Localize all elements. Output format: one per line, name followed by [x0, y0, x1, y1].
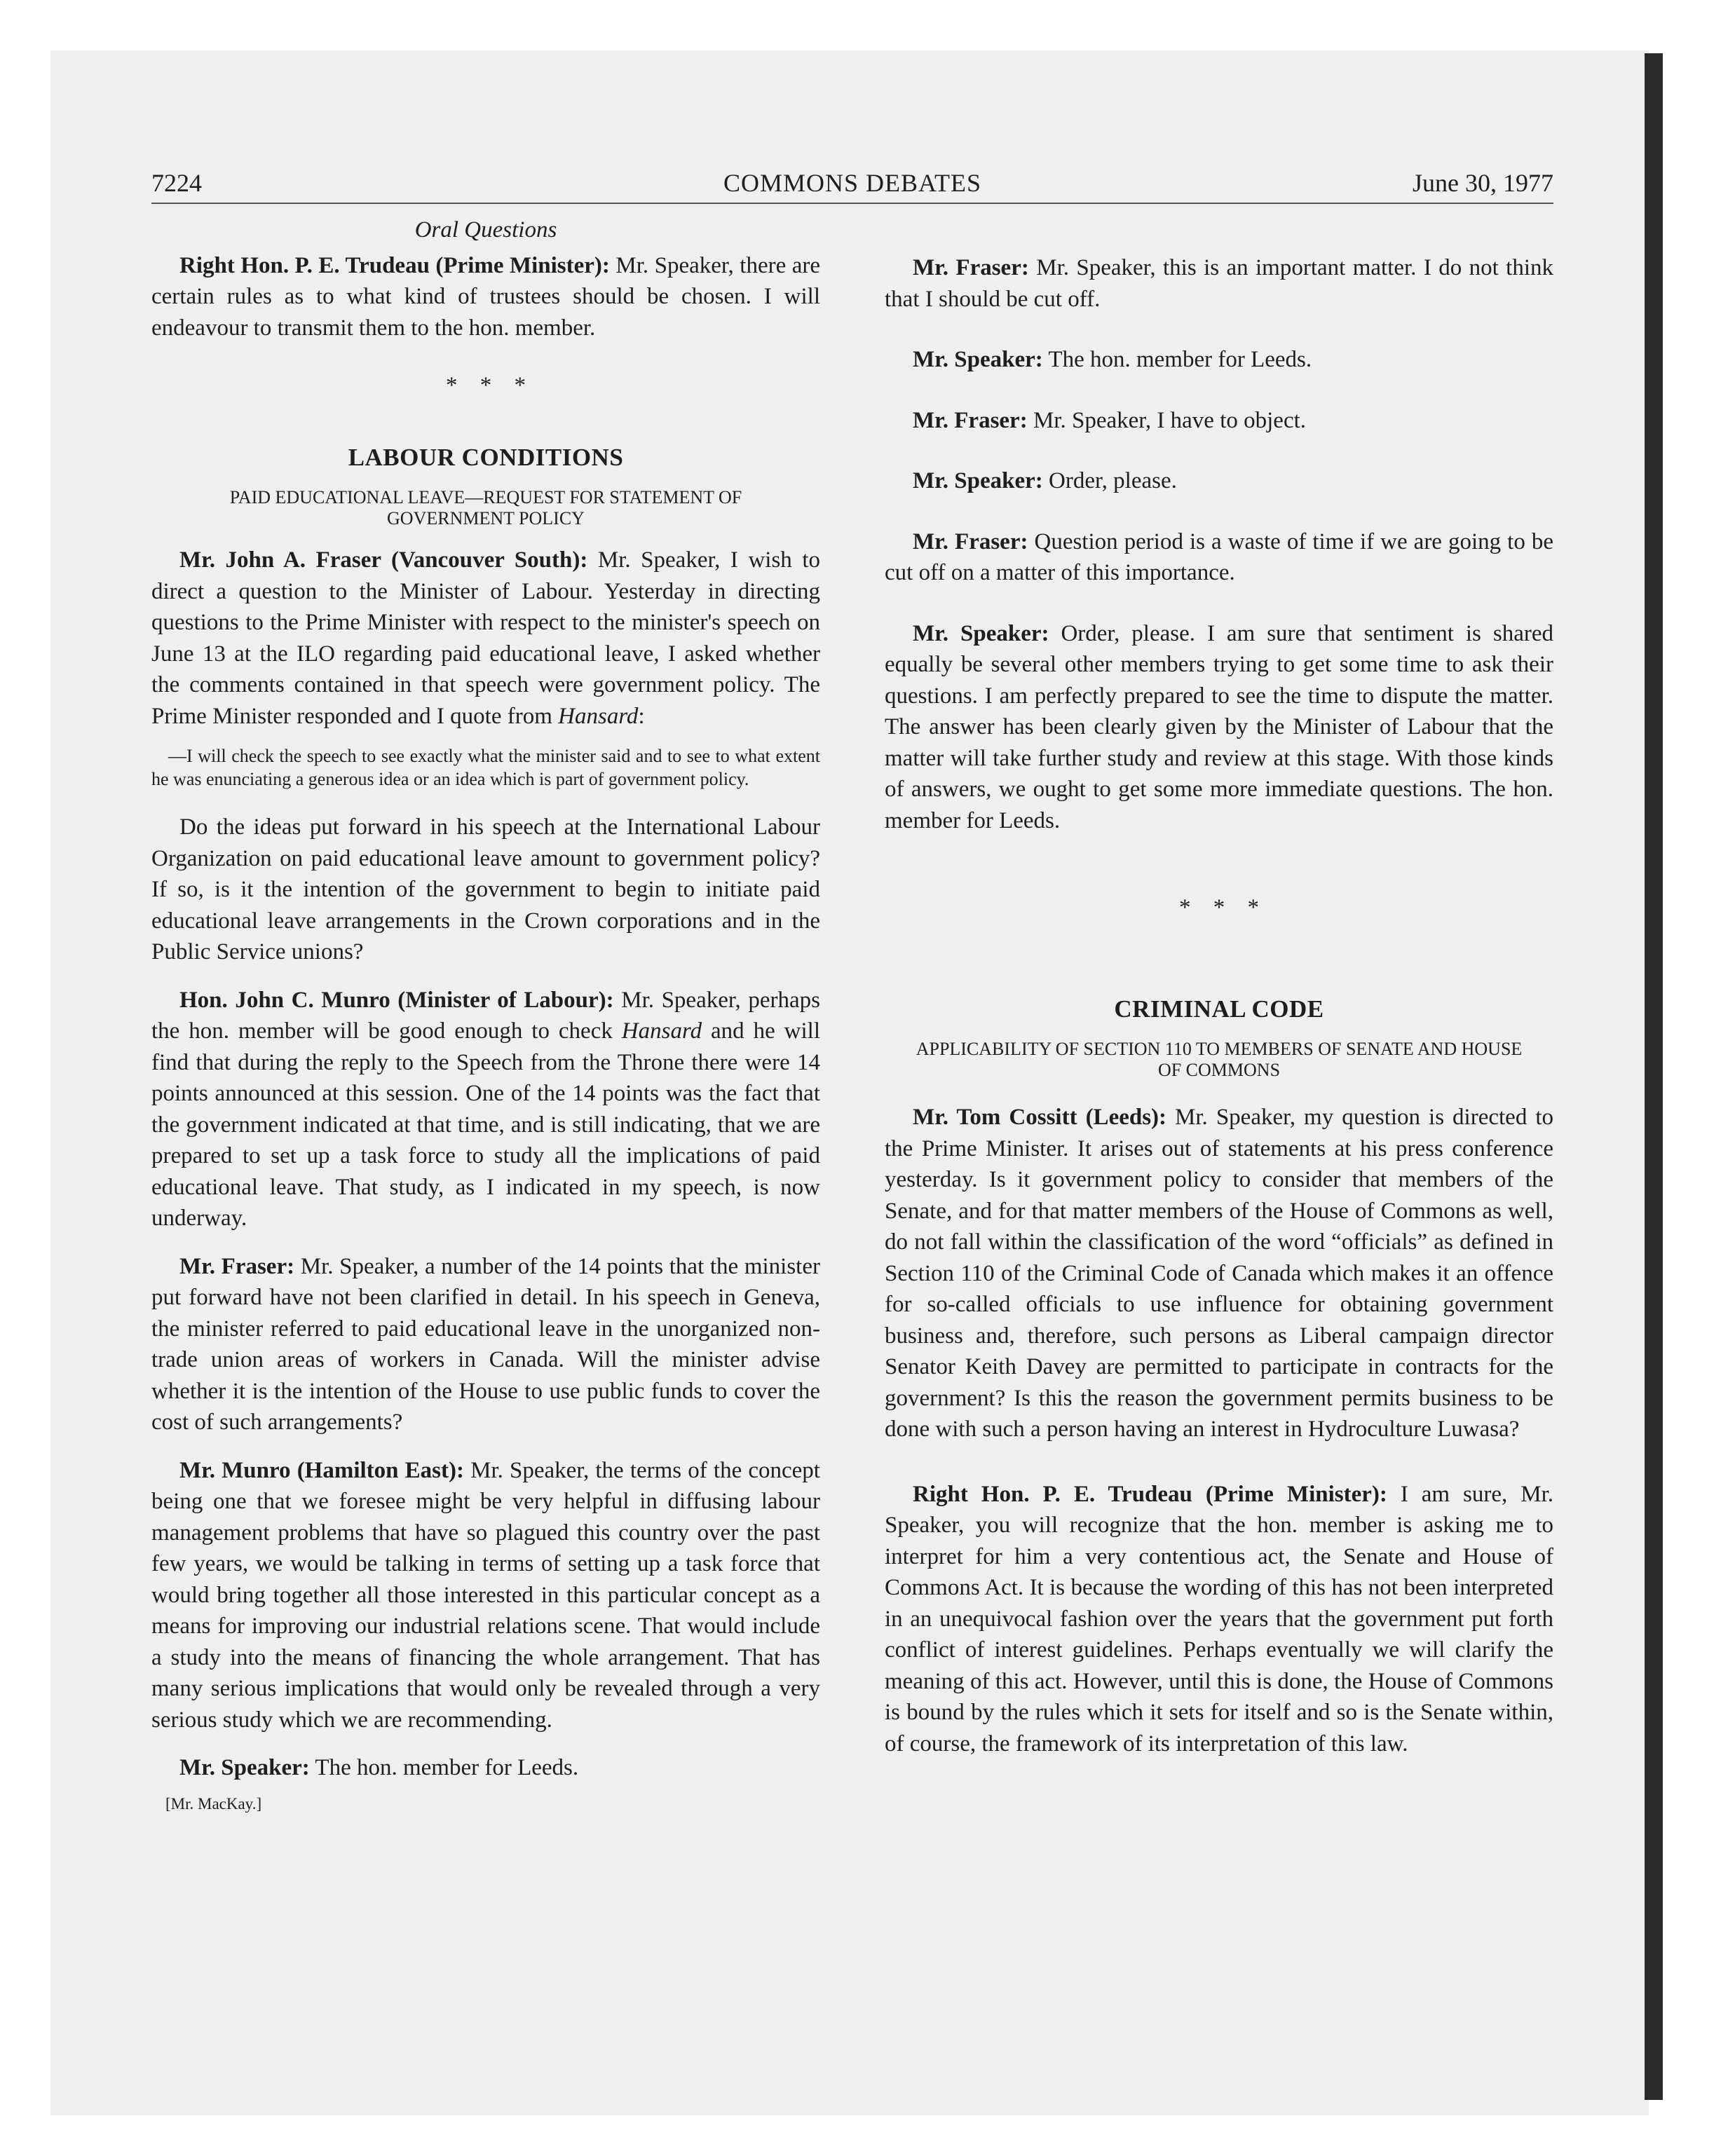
speaker-name: Mr. Speaker:: [913, 468, 1043, 493]
speech-text: Mr. Speaker, the terms of the concept being one that we foresee might be very helpful in diffusing labour management problems that have so plagued this country over the past few years, we would be talking in terms of setting up a task force that would bring together all those interested in this particular concept as a means for improving our industrial relations scene. That would include a study into the means of financing the whole arrangement. That has many serious implications that would only be revealed through a very serious study which we are recommending.: [151, 1457, 820, 1733]
speaker-name: Mr. Fraser:: [913, 255, 1029, 280]
paragraph: Do the ideas put forward in his speech at the International Labour Organization on paid educational leave amount to government policy? If so, is it the intention of the government to begin to initiate paid educational leave arrangements in the Crown corporations and in the Public Service unions?: [151, 814, 820, 964]
speaker-name: Mr. Munro (Hamilton East):: [179, 1457, 464, 1483]
speech-text: Mr. Speaker, a number of the 14 points that the minister put forward have not been clarified in detail. In his speech in Geneva, the minister referred to paid educational leave in the unorganized non-trade union areas of workers in Canada. Will the minister advise whether it is the intention of the House to use public funds to cover the cost of such arrangements?: [151, 1253, 820, 1435]
speech-text: Mr. Speaker, there are certain rules as to what kind of trustees should be chosen. I will endeavour to transmit them to the hon. member.: [151, 252, 820, 341]
speaker-name: Mr. Fraser:: [179, 1253, 295, 1279]
section-heading: CRIMINAL CODE: [1114, 995, 1324, 1023]
block-quote: —I will check the speech to see exactly what the minister said and to see to what extent he was enunciating a generous idea or an idea which is part of government policy.: [151, 746, 820, 789]
speech-text: Order, please. I am sure that sentiment is shared equally be several other members trying to get some time to ask their questions. I am perfectly prepared to see the time to dispute the matter. The answer has been clearly given by the Minister of Labour that the matter will take further study and review at this stage. With those kinds of answers, we ought to get some more immediate questions. The hon. member for Leeds.: [885, 620, 1553, 833]
speaker-name: Mr. Speaker:: [913, 347, 1043, 372]
paragraph: [151, 545, 820, 732]
speech-text-end: :: [638, 703, 645, 729]
speech-text: Mr. Speaker, perhaps the hon. member will be good enough to check: [151, 987, 820, 1044]
speaker-name: Mr. Speaker:: [179, 1755, 310, 1780]
paragraph: [885, 465, 1553, 497]
speech-text: The hon. member for Leeds.: [309, 1755, 579, 1780]
page-header: [151, 165, 1553, 200]
scan-edge-bar: [1645, 53, 1663, 2100]
speech-text: Mr. Speaker, I have to object.: [1027, 407, 1307, 433]
page-number: 7224: [151, 169, 202, 197]
paragraph: [885, 405, 1553, 437]
section-heading: LABOUR CONDITIONS: [348, 443, 624, 471]
speaker-name: Mr. Fraser:: [913, 528, 1028, 554]
speech-text: Mr. Speaker, I wish to direct a question to the Minister of Labour. Yesterday in directing questions to the Prime Minister with respect to the minister's speech on June 13 at the ILO regarding paid educational leave, I asked whether the comments contained in that speech were government policy. The Prime Minister responded and I quote from: [151, 547, 820, 729]
issue-date: June 30, 1977: [1413, 169, 1553, 197]
paragraph: [885, 1102, 1553, 1445]
paragraph: [151, 1455, 820, 1736]
section-separator: * * *: [446, 373, 526, 398]
speech-text: The hon. member for Leeds.: [1042, 347, 1312, 372]
paragraph: [151, 985, 820, 1234]
paragraph: [885, 618, 1553, 837]
speech-text: and he will find that during the reply to the Speech from the Throne there were 14 points announced at this session. One of the 14 points was the fact that the government indicated at that time, and is still indicating, that we are prepared to set up a task force to study all the implications of paid educational leave. That study, as I indicated in my speech, is now underway.: [151, 1018, 820, 1231]
speaker-name: Right Hon. P. E. Trudeau (Prime Minister):: [913, 1481, 1387, 1507]
speech-text: I am sure, Mr. Speaker, you will recognize that the hon. member is asking me to interpret for him a very contentious act, the Senate and House of Commons Act. It is because the wording of this has not been interpreted in an unequivocal fashion over the years that the government put forth conflict of interest guidelines. Perhaps eventually we will clarify the meaning of this act. However, until this is done, the House of Commons is bound by the rules which it sets for itself and so is the Senate within, of course, the framework of its interpretation of this law.: [885, 1481, 1553, 1756]
right-column: [885, 252, 1553, 1759]
paragraph: [151, 250, 820, 344]
paragraph: [885, 252, 1553, 315]
speaker-name: Mr. Fraser:: [913, 407, 1028, 433]
speaker-name: Mr. Speaker:: [913, 620, 1049, 646]
speech-text: Order, please.: [1042, 468, 1177, 493]
paragraph: [885, 526, 1553, 589]
speech-text: Question period is a waste of time if we are going to be cut off on a matter of this importance.: [885, 528, 1553, 585]
left-column: [151, 214, 820, 1815]
section-subheading: APPLICABILITY OF SECTION 110 TO MEMBERS OF SENATE AND HOUSE OF COMMONS: [916, 1039, 1523, 1080]
speaker-name: Right Hon. P. E. Trudeau (Prime Minister):: [179, 252, 610, 278]
speaker-name: Hon. John C. Munro (Minister of Labour):: [179, 987, 614, 1013]
header-rule: [151, 203, 1553, 204]
running-head: Oral Questions: [414, 217, 557, 243]
paragraph: [885, 1479, 1553, 1760]
section-separator: * * *: [1179, 895, 1259, 920]
section-subheading: PAID EDUCATIONAL LEAVE—REQUEST FOR STATEMENT OF GOVERNMENT POLICY: [229, 487, 742, 528]
speaker-name: Mr. Tom Cossitt (Leeds):: [913, 1105, 1167, 1130]
speaker-name: Mr. John A. Fraser (Vancouver South):: [179, 547, 588, 573]
speech-text: Mr. Speaker, my question is directed to the Prime Minister. It arises out of statements at his press conference yesterday. Is it government policy to consider that members of the Senate, and for that matter members of the House of Commons as well, do not fall within the classification of the word “officials” as defined in Section 110 of the Criminal Code of Canada which makes it an offence for so-called officials to use influence for obtaining government business and, therefore, such persons as Liberal campaign director Senator Keith Davey are permitted to participate in contracts for the government? Is this the reason the government permits business to be done with such a person having an interest in Hydroculture Luwasa?: [885, 1105, 1553, 1442]
speech-text: Mr. Speaker, this is an important matter. I do not think that I should be cut off.: [885, 255, 1553, 312]
paragraph: [151, 1251, 820, 1438]
italic-reference: Hansard: [621, 1018, 702, 1044]
journal-title: COMMONS DEBATES: [723, 169, 982, 197]
footnote: [Mr. MacKay.]: [165, 1794, 262, 1813]
paragraph: [885, 344, 1553, 376]
paragraph: [151, 1752, 820, 1784]
italic-reference: Hansard: [558, 703, 639, 729]
